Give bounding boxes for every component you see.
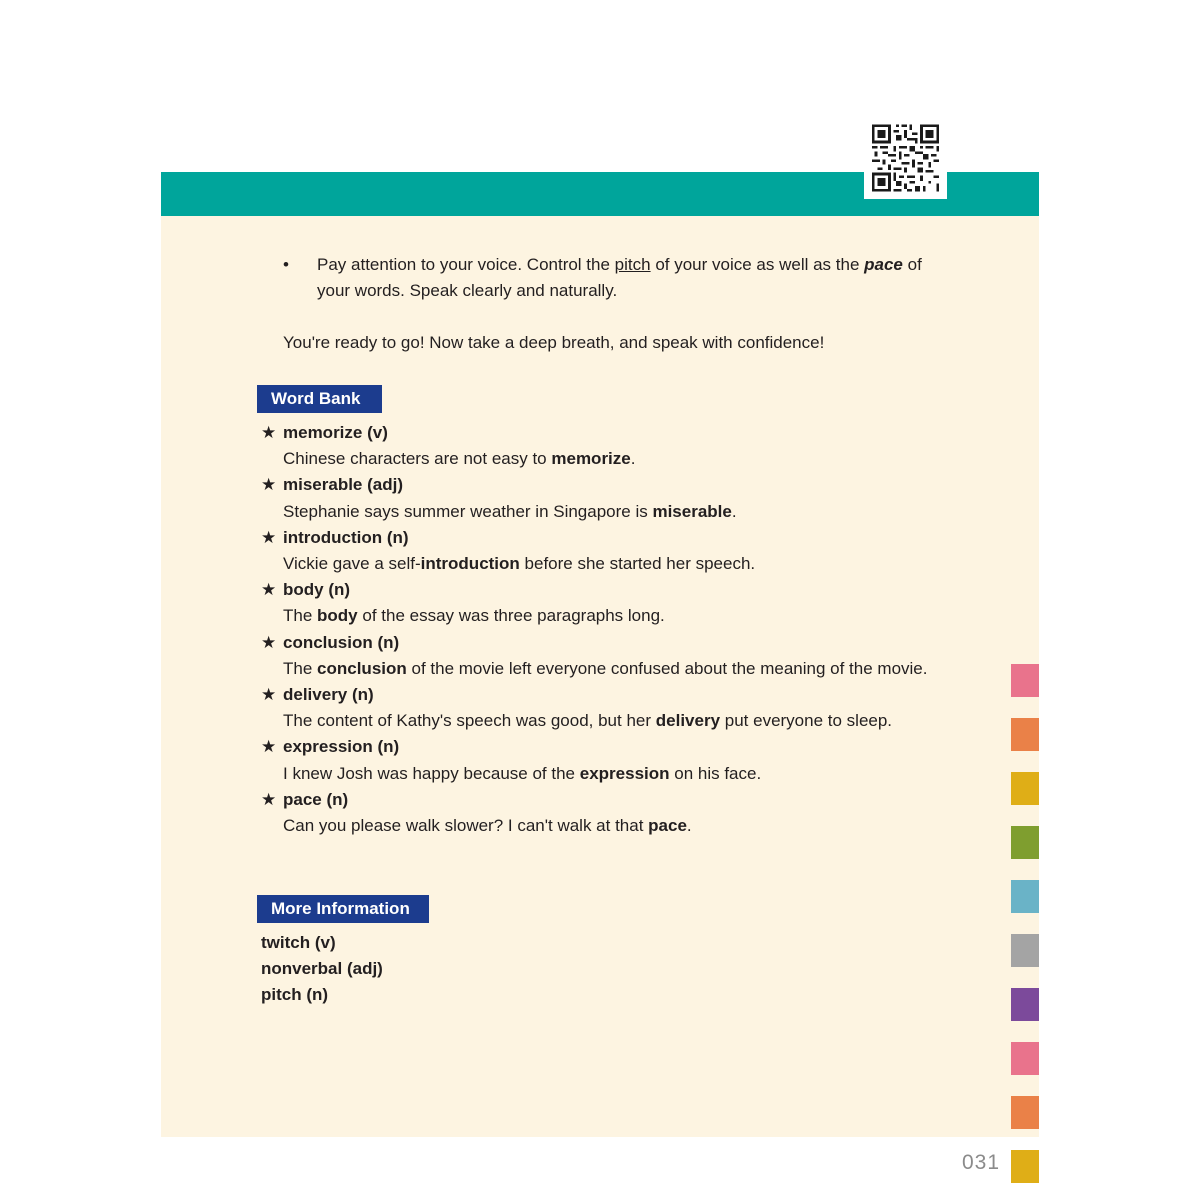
word-term: conclusion (n) — [283, 632, 400, 652]
example-keyword: expression — [579, 763, 670, 783]
example-keyword: delivery — [655, 711, 721, 731]
pace-term: pace — [864, 255, 903, 274]
word-term: miserable (adj) — [283, 475, 403, 495]
word-entry-head — [261, 787, 961, 813]
tip-text-part: of your words. Speak clearly and naturally. — [317, 255, 922, 300]
tip-text-part: Pay attention to your voice. Control the — [317, 255, 615, 274]
chapter-tab[interactable] — [1011, 826, 1039, 859]
word-term: delivery (n) — [283, 685, 374, 705]
chapter-tab[interactable] — [1011, 1150, 1039, 1183]
example-text: Can you please walk slower? I can't walk at that — [283, 816, 649, 836]
star-icon: ★ — [261, 527, 277, 547]
word-entry-head — [261, 682, 961, 708]
example-text: of the movie left everyone confused about the meaning of the movie. — [406, 658, 928, 678]
star-icon: ★ — [261, 632, 277, 652]
example-keyword: memorize — [551, 449, 631, 469]
more-information-item: pitch (n) — [261, 985, 329, 1005]
word-entry-head — [261, 734, 961, 760]
example-keyword: introduction — [420, 554, 520, 574]
example-text: Stephanie says summer weather in Singapore is — [283, 501, 653, 521]
example-keyword: pace — [648, 816, 687, 836]
example-text: put everyone to sleep. — [720, 711, 893, 731]
word-term: pace (n) — [283, 789, 349, 809]
tip-text-part: of your voice as well as the — [650, 255, 865, 274]
word-bank-list — [261, 420, 961, 839]
example-text: . — [731, 501, 737, 521]
word-term: expression (n) — [283, 737, 400, 757]
example-text: on his face. — [669, 763, 762, 783]
qr-code-icon[interactable] — [864, 118, 947, 199]
word-example — [261, 499, 943, 525]
word-example — [261, 603, 943, 629]
chapter-tab[interactable] — [1011, 880, 1039, 913]
example-text: . — [630, 449, 636, 469]
word-entry-head — [261, 577, 961, 603]
star-icon: ★ — [261, 423, 277, 442]
chapter-tab[interactable] — [1011, 718, 1039, 751]
page-number: 031 — [962, 1151, 1001, 1174]
example-text: I knew Josh was happy because of the — [283, 763, 580, 783]
word-entry-head — [261, 525, 961, 551]
star-icon: ★ — [261, 737, 277, 757]
example-keyword: miserable — [652, 501, 732, 521]
more-information-label: More Information — [257, 895, 429, 923]
example-text: Chinese characters are not easy to — [283, 449, 552, 469]
more-information-list — [261, 930, 383, 1009]
example-keyword: body — [317, 606, 358, 626]
bullet-marker: • — [283, 255, 289, 274]
chapter-tab[interactable] — [1011, 934, 1039, 967]
chapter-tab[interactable] — [1011, 1096, 1039, 1129]
chapter-tab[interactable] — [1011, 772, 1039, 805]
word-example — [261, 761, 943, 787]
star-icon: ★ — [261, 685, 277, 705]
word-term: body (n) — [283, 580, 351, 600]
star-icon: ★ — [261, 475, 277, 495]
example-text: of the essay was three paragraphs long. — [357, 606, 665, 626]
qr-code-graphic — [872, 124, 939, 192]
example-text: The — [283, 606, 318, 626]
word-bank-label: Word Bank — [257, 385, 382, 413]
word-example — [261, 446, 943, 472]
chapter-tab[interactable] — [1011, 1042, 1039, 1075]
word-example — [261, 656, 943, 682]
example-text: . — [686, 816, 692, 836]
voice-tip-bullet — [283, 252, 953, 304]
voice-tip-text — [317, 252, 953, 304]
more-information-item: twitch (v) — [261, 933, 336, 952]
ready-line: You're ready to go! Now take a deep breath, and speak with confidence! — [283, 333, 825, 352]
example-text: before she started her speech. — [519, 554, 756, 574]
word-term: memorize (v) — [283, 423, 388, 442]
star-icon: ★ — [261, 580, 277, 600]
word-example — [261, 813, 943, 839]
chapter-tab[interactable] — [1011, 988, 1039, 1021]
example-keyword: conclusion — [317, 658, 407, 678]
example-text: Vickie gave a self- — [283, 554, 421, 574]
word-entry-head — [261, 630, 961, 656]
chapter-tab[interactable] — [1011, 664, 1039, 697]
example-text: The content of Kathy's speech was good, but her — [283, 711, 656, 731]
more-information-item: nonverbal (adj) — [261, 959, 383, 979]
word-term: introduction (n) — [283, 527, 409, 547]
pitch-term: pitch — [614, 255, 651, 274]
word-entry-head — [261, 472, 961, 498]
star-icon: ★ — [261, 789, 277, 809]
word-example — [261, 708, 943, 734]
word-example — [261, 551, 943, 577]
word-entry-head — [261, 420, 961, 446]
example-text: The — [283, 658, 318, 678]
